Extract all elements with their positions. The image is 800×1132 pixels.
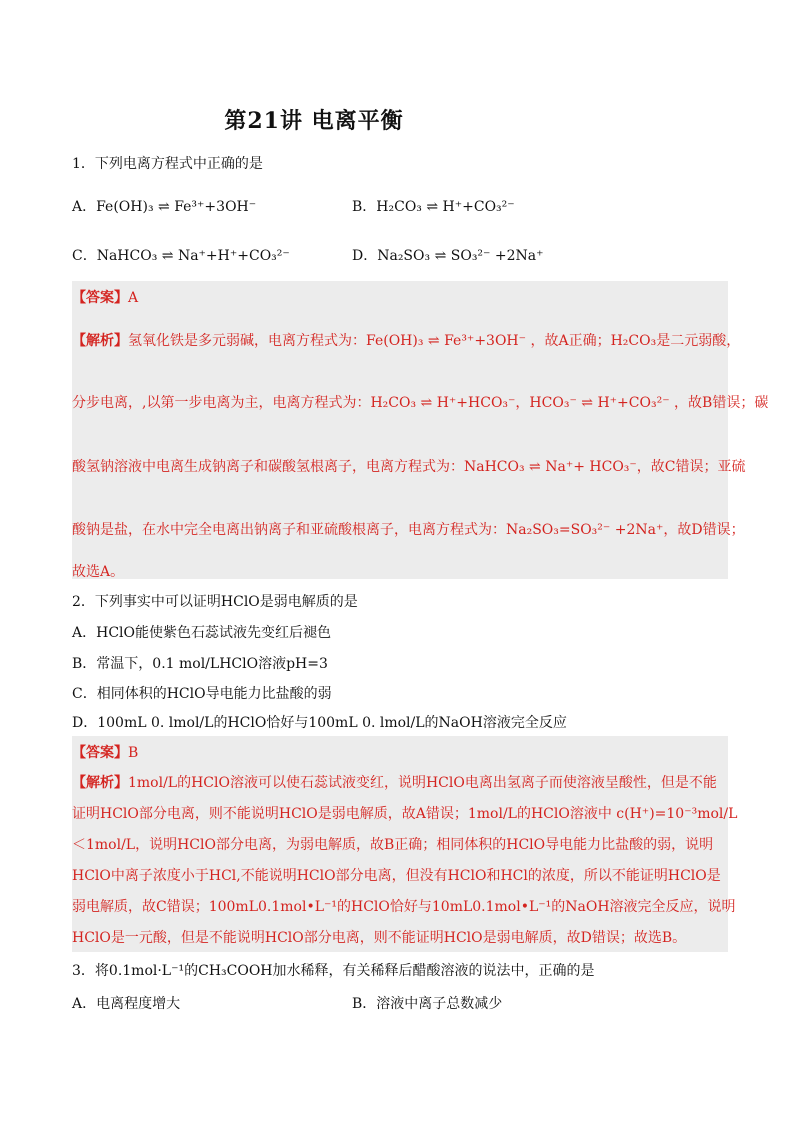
analysis-2-line-6: HClO是一元酸，但是不能说明HClO部分电离，则不能证明HClO是弱电解质，故D错误；故选B。 (72, 930, 687, 946)
analysis-2-line-4: HClO中离子浓度小于HCl,不能说明HClO部分电离，但没有HClO和HCl的浓度，所以不能证明HClO是 (72, 868, 721, 884)
analysis-2-text: 1mol/L的HClO溶液可以使石蕊试液变红，说明HClO电离出氢离子而使溶液呈酸性，但是不能 (128, 775, 717, 791)
answer-2-value: B (128, 745, 139, 761)
analysis-2-line-2: 证明HClO部分电离，则不能说明HClO是弱电解质，故A错误；1mol/L的HClO溶液中 c(H⁺)=10⁻³mol/L (72, 806, 738, 822)
question-2-option-a: A．HClO能使紫色石蕊试液先变红后褪色 (72, 625, 331, 641)
question-2-option-b: B．常温下，0.1 mol/LHClO溶液pH=3 (72, 656, 328, 672)
analysis-1-line-4: 酸钠是盐，在水中完全电离出钠离子和亚硫酸根离子，电离方程式为：Na₂SO₃=SO₃²⁻ +2Na⁺，故D错误； (72, 522, 745, 538)
analysis-1-line-5: 故选A。 (72, 564, 125, 580)
analysis-1-line-1 (72, 331, 740, 351)
answer-1-value: A (128, 290, 139, 306)
analysis-2-line-3: ＜1mol/L，说明HClO部分电离，为弱电解质，故B正确；相同体积的HClO导电能力比盐酸的弱，说明 (72, 837, 714, 853)
question-1-option-b: B．H₂CO₃ ⇌ H⁺+CO₃²⁻ (352, 199, 515, 215)
analysis-2-tag: 【解析】 (72, 775, 128, 791)
analysis-1-line-3: 酸氢钠溶液中电离生成钠离子和碳酸氢根离子，电离方程式为：NaHCO₃ ⇌ Na⁺+ HCO₃⁻，故C错误；亚硫 (72, 459, 746, 475)
question-3-stem: 3．将0.1mol·L⁻¹的CH₃COOH加水稀释，有关稀释后醋酸溶液的说法中，正确的是 (72, 963, 595, 979)
question-1-option-a: A．Fe(OH)₃ ⇌ Fe³⁺+3OH⁻ (72, 199, 257, 215)
question-1-option-d: D．Na₂SO₃ ⇌ SO₃²⁻ +2Na⁺ (352, 248, 544, 264)
question-3-option-a: A．电离程度增大 (72, 996, 181, 1012)
question-2-option-d: D．100mL 0. lmol/L的HClO恰好与100mL 0. lmol/L的NaOH溶液完全反应 (72, 715, 567, 731)
analysis-1-tag: 【解析】 (72, 333, 128, 349)
analysis-2-line-5: 弱电解质，故C错误；100mL0.1mol•L⁻¹的HClO恰好与10mL0.1mol•L⁻¹的NaOH溶液完全反应，说明 (72, 899, 736, 915)
answer-2 (72, 743, 138, 763)
answer-1 (72, 288, 138, 308)
page-title: 第21讲 电离平衡 (224, 108, 404, 134)
question-1-stem: 1．下列电离方程式中正确的是 (72, 156, 263, 172)
answer-1-tag: 【答案】 (72, 290, 128, 306)
question-3-option-b: B．溶液中离子总数减少 (352, 996, 503, 1012)
analysis-2-line-1 (72, 773, 717, 793)
question-2-option-c: C．相同体积的HClO导电能力比盐酸的弱 (72, 686, 332, 702)
question-2-stem: 2．下列事实中可以证明HClO是弱电解质的是 (72, 594, 358, 610)
analysis-1-text: 氢氧化铁是多元弱碱，电离方程式为：Fe(OH)₃ ⇌ Fe³⁺+3OH⁻ ，故A正确；H₂CO₃是二元弱酸， (128, 333, 741, 349)
answer-2-tag: 【答案】 (72, 745, 128, 761)
analysis-1-line-2: 分步电离，,以第一步电离为主，电离方程式为：H₂CO₃ ⇌ H⁺+HCO₃⁻，HCO₃⁻ ⇌ H⁺+CO₃²⁻ ，故B错误；碳 (72, 395, 769, 411)
question-1-option-c: C．NaHCO₃ ⇌ Na⁺+H⁺+CO₃²⁻ (72, 248, 290, 264)
